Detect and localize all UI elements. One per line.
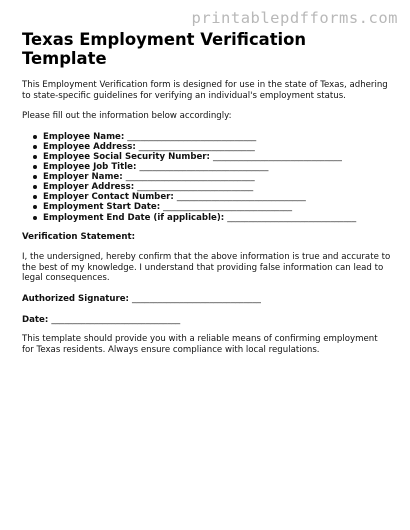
intro-paragraph: This Employment Verification form is designed for use in the state of Texas, adhering to state-specific guidelines for verifying an individual's employment status. (22, 80, 388, 101)
field-blank[interactable]: ___________________________ (137, 182, 254, 193)
field-blank[interactable]: ______________________________ (125, 172, 255, 183)
field-start-date (32, 202, 392, 212)
instruction-text: Please fill out the information below accordingly: (22, 111, 232, 122)
field-employer-address (32, 182, 392, 192)
field-blank[interactable]: ______________________________ (176, 192, 306, 203)
field-employer-contact (32, 192, 392, 202)
field-blank[interactable]: ______________________________ (127, 131, 257, 142)
field-blank[interactable]: ______________________________ (139, 162, 269, 173)
field-blank[interactable]: ______________________________ (227, 212, 357, 223)
signature-blank[interactable]: ______________________________ (132, 294, 261, 304)
field-blank[interactable]: ___________________________ (138, 141, 255, 152)
field-employee-name (32, 132, 392, 142)
field-blank[interactable]: ______________________________ (212, 151, 342, 162)
field-employee-address (32, 142, 392, 152)
field-employer-name (32, 172, 392, 182)
signature-label: Authorized Signature: (22, 294, 129, 304)
date-blank[interactable]: ______________________________ (51, 314, 181, 325)
document-body (22, 30, 392, 355)
field-label: Employee Job Title: (43, 162, 137, 173)
watermark: printablepdfforms.com (191, 9, 398, 27)
field-end-date (32, 213, 392, 223)
field-label: Employee Address: (43, 141, 136, 152)
field-label: Employment End Date (if applicable): (43, 212, 225, 223)
closing-paragraph: This template should provide you with a reliable means of confirming employment for Texas residents. Always ensure compliance with local regulations. (22, 334, 378, 355)
field-label: Employer Address: (43, 182, 135, 193)
field-list (22, 132, 392, 223)
date-label: Date: (22, 314, 49, 325)
field-label: Employee Name: (43, 131, 125, 142)
verification-heading: Verification Statement: (22, 231, 136, 242)
verification-text: I, the undersigned, hereby confirm that the above information is true and accurate to the best of my knowledge. I understand that providing false information can lead to legal consequences. (22, 252, 391, 284)
field-blank[interactable]: ______________________________ (163, 202, 293, 213)
field-employee-ssn (32, 152, 392, 162)
date-line (22, 315, 392, 326)
field-label: Employment Start Date: (43, 202, 161, 213)
field-label: Employee Social Security Number: (43, 151, 210, 162)
field-employee-job-title (32, 162, 392, 172)
field-label: Employer Name: (43, 172, 123, 183)
signature-line (22, 294, 392, 305)
field-label: Employer Contact Number: (43, 192, 174, 203)
document-title: Texas Employment Verification Template (22, 30, 307, 68)
